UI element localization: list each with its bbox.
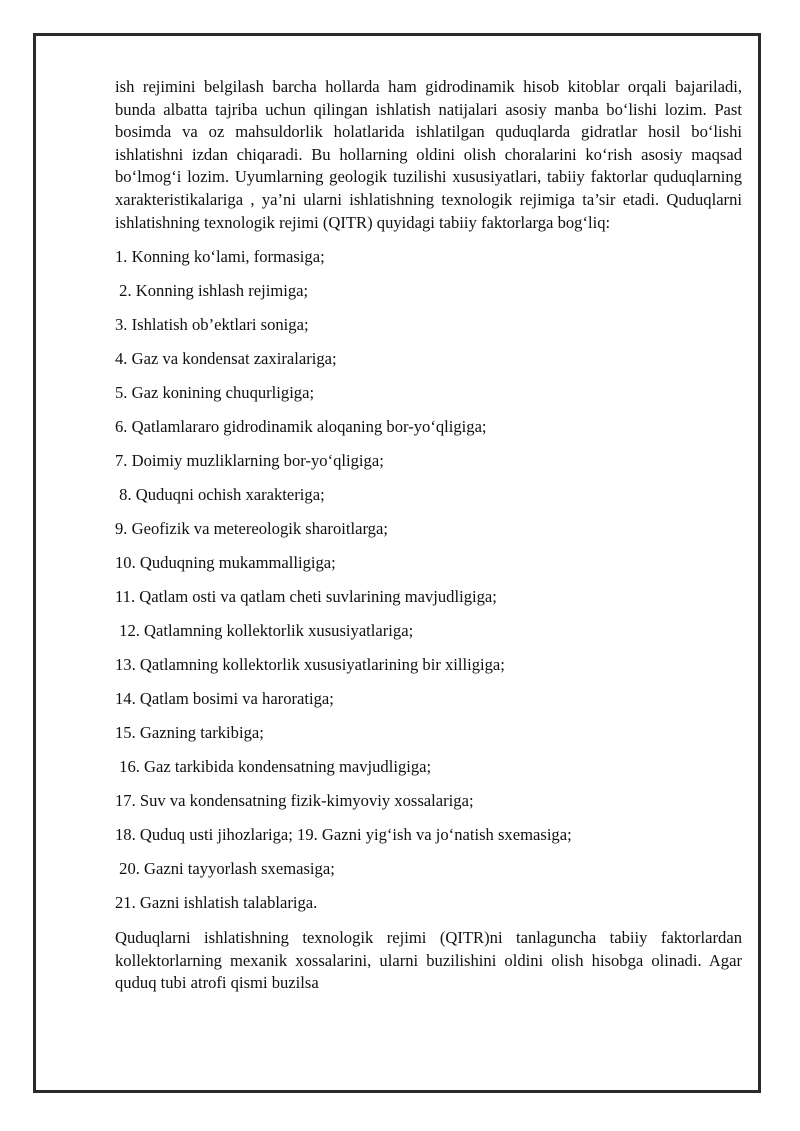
list-item: 20. Gazni tayyorlash sxemasiga;	[115, 859, 335, 879]
list-item: 7. Doimiy muzliklarning bor-yoʻqligiga;	[115, 451, 384, 471]
list-item: 17. Suv va kondensatning fizik-kimyoviy xossalariga;	[115, 791, 474, 811]
list-item: 5. Gaz konining chuqurligiga;	[115, 383, 315, 403]
list-item: 4. Gaz va kondensat zaxiralariga;	[115, 349, 337, 369]
list-item: 14. Qatlam bosimi va haroratiga;	[115, 689, 334, 709]
list-item: 18. Quduq usti jihozlariga; 19. Gazni yigʻish va joʻnatish sxemasiga;	[115, 825, 572, 845]
list-item: 15. Gazning tarkibiga;	[115, 723, 264, 743]
list-item: 12. Qatlamning kollektorlik xususiyatlariga;	[115, 621, 414, 641]
list-item: 16. Gaz tarkibida kondensatning mavjudligiga;	[115, 757, 432, 777]
list-item: 2. Konning ishlash rejimiga;	[115, 281, 309, 301]
list-item: 9. Geofizik va metereologik sharoitlarga;	[115, 519, 388, 539]
list-item: 21. Gazni ishlatish talablariga.	[115, 893, 318, 913]
list-item: 11. Qatlam osti va qatlam cheti suvlarining mavjudligiga;	[115, 587, 497, 607]
list-item: 1. Konning koʻlami, formasiga;	[115, 247, 325, 267]
list-item: 13. Qatlamning kollektorlik xususiyatlarining bir xilligiga;	[115, 655, 505, 675]
list-item: 3. Ishlatish ob’ektlari soniga;	[115, 315, 309, 335]
list-item: 8. Quduqni ochish xarakteriga;	[115, 485, 325, 505]
list-item: 6. Qatlamlararo gidrodinamik aloqaning bor-yoʻqligiga;	[115, 417, 487, 437]
document-body	[115, 76, 742, 995]
intro-paragraph: ish rejimini belgilash barcha hollarda ham gidrodinamik hisob kitoblar orqali bajariladi, bunda albatta tajriba uchun qilingan ishlatish natijalari asosiy manba boʻlishi lozim. Past bosimda va oz mahsuldorlik holatlarida ishlatilgan quduqlarda gidratlar hosil boʻlishi ishlatishni izdan chiqaradi. Bu hollarning oldini olish choralarini koʻrish asosiy maqsad boʻlmogʻi lozim. Uyumlarning geologik tuzilishi xususiyatlari, tabiiy faktorlar quduqlarning xarakteristikalariga , ya’ni ularni ishlatishning texnologik rejimiga ta’sir etadi. Quduqlarni ishlatishning texnologik rejimi (QITR) quyidagi tabiiy faktorlarga bogʻliq:	[115, 77, 742, 232]
closing-paragraph: Quduqlarni ishlatishning texnologik rejimi (QITR)ni tanlaguncha tabiiy faktorlardan kollektorlarning mexanik xossalarini, ularni buzilishini oldini olish hisobga olinadi. Agar quduq tubi atrofi qismi buzilsa	[115, 928, 742, 993]
factor-list	[115, 240, 742, 920]
list-item: 10. Quduqning mukammalligiga;	[115, 553, 336, 573]
